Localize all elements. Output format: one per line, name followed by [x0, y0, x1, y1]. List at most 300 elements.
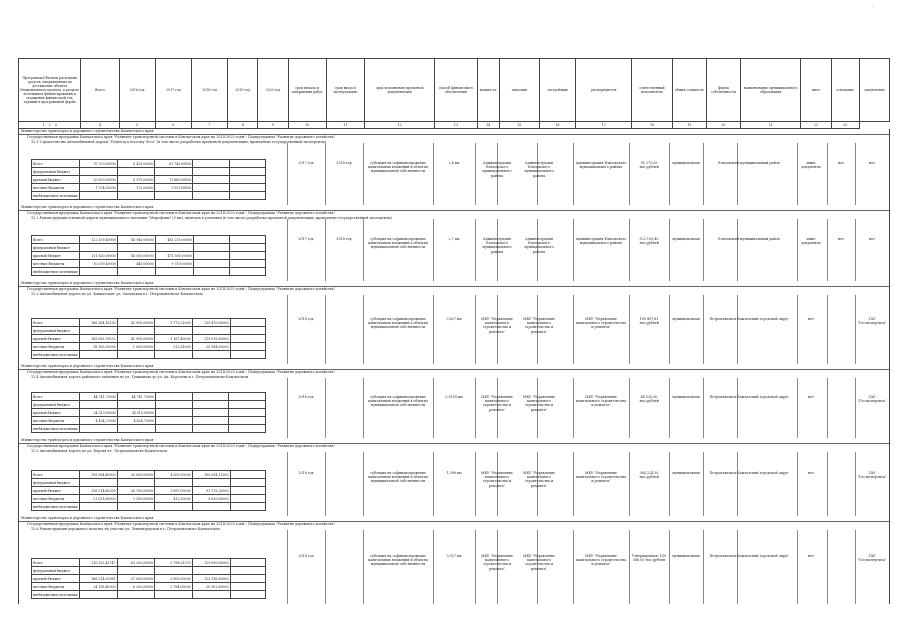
finance-cell: 3 897,00000 — [155, 487, 192, 495]
field-years: 2017 год — [298, 161, 314, 165]
grid-line — [573, 530, 574, 604]
finance-row — [32, 591, 266, 599]
field-distributor: МКУ "Управление капитального строительства и ремонта" — [575, 554, 627, 567]
finance-cell — [155, 268, 193, 276]
finance-row — [32, 343, 266, 351]
finance-cell — [193, 168, 229, 176]
field-cost: 364 224,30 тыс.рублей — [639, 471, 659, 480]
header-number-cell: 20 — [706, 122, 740, 129]
header-table — [18, 58, 890, 129]
finance-row — [32, 425, 266, 433]
finance-cell — [79, 567, 117, 575]
field-distributor: МКУ "Управление капитального строительства и ремонта" — [575, 471, 627, 484]
finance-table — [31, 558, 266, 599]
field-customer: Администрация Елизовского муниципального района — [482, 161, 512, 178]
finance-cell: 138 514,80359 — [79, 487, 117, 495]
program-title: Государственная программа Камчатского края "Развитие транспортной системы в Камчатском крае на 2014-2025 годы", Подпрограмма "Развитие дорожного хозяйства" — [27, 287, 336, 291]
finance-cell — [192, 567, 230, 575]
finance-cell — [230, 591, 266, 599]
header-number-cell: 13 — [435, 122, 477, 129]
finance-row — [32, 471, 266, 479]
finance-row — [32, 176, 266, 184]
finance-cell: 4 434,70000 — [117, 417, 155, 425]
grid-line — [629, 452, 630, 516]
finance-cell: 20 500,00000 — [79, 176, 117, 184]
finance-cell: 2 784,00000 — [155, 583, 192, 591]
object-title: 12.2 Реконструкция основной дороги муниципального значения "Мирофаны" (5 км), включая в усилении (в том числе разработка проектной документации, проведение государственной экспертизы) — [31, 215, 392, 220]
object-block — [18, 205, 890, 281]
finance-cell — [155, 244, 193, 252]
finance-cell — [79, 268, 117, 276]
header-cell: 2017 год — [155, 59, 191, 122]
finance-cell: местные бюджеты — [32, 260, 80, 268]
finance-cell — [192, 425, 229, 433]
finance-cell — [230, 567, 266, 575]
finance-cell: Всего — [32, 471, 80, 479]
finance-cell: местные бюджеты — [32, 495, 80, 503]
section-title: Министерство транспорта и дорожного строительства Камчатского края — [19, 129, 889, 135]
finance-cell: 34 310,00000 — [79, 409, 117, 417]
finance-cell — [193, 192, 229, 200]
finance-cell — [193, 236, 229, 244]
finance-cell: 1 167,40000 — [155, 335, 192, 343]
field-finance: субсидия на софинансирование капитальных вложений в объекты муниципальной собственности — [368, 317, 428, 330]
finance-cell: внебюджетные источники — [33, 269, 78, 274]
field-basis: ГАУ "Госэкспертиза" — [857, 471, 887, 480]
finance-cell — [117, 591, 155, 599]
finance-cell — [117, 244, 155, 252]
field-municipality: Елизовский муниципальный район — [718, 237, 780, 241]
field-capacity: 1,396 км — [446, 471, 462, 475]
finance-cell — [192, 591, 230, 599]
grid-line — [855, 295, 856, 364]
field-ownership: муниципальная — [672, 554, 700, 558]
grid-line — [325, 219, 326, 281]
finance-cell — [229, 393, 266, 401]
grid-line — [629, 295, 630, 364]
finance-cell — [155, 327, 192, 335]
grid-line — [629, 143, 630, 205]
finance-cell: 44 741,70000 — [117, 393, 155, 401]
grid-line — [363, 143, 364, 205]
finance-row — [32, 567, 266, 575]
grid-line — [737, 530, 738, 604]
finance-cell — [155, 591, 192, 599]
finance-cell: внебюджетные источники — [33, 193, 78, 198]
grid-line — [325, 295, 326, 364]
field-distributor: МКУ "Управление капитального строительства и ремонта" — [575, 317, 627, 330]
finance-cell: федеральный бюджет — [32, 244, 80, 252]
finance-cell: 119 019,00000 — [192, 335, 230, 343]
grid-line — [287, 219, 288, 281]
finance-cell — [193, 252, 229, 260]
program-title: Государственная программа Камчатского края "Развитие транспортной системы в Камчатском крае на 2014-2025 годы", Подпрограмма "Развитие дорожного хозяйства" — [27, 522, 336, 526]
grid-line — [797, 530, 798, 604]
grid-line — [703, 530, 704, 604]
finance-cell — [229, 268, 265, 276]
grid-line — [827, 530, 828, 604]
field-cost: 189 497,81 тыс.рублей — [639, 317, 659, 326]
grid-line — [703, 219, 704, 281]
finance-cell — [117, 401, 155, 409]
header-cell: 2020 год — [258, 59, 288, 122]
finance-cell — [230, 583, 266, 591]
object-title: 12.6 Реконструкция дорожного полотна на участке ул. Ленинградская в г. Петропавловске-Камчатском — [31, 526, 220, 531]
finance-cell — [117, 479, 155, 487]
object-title: 12.4 Автомобильная дорога районного значения по ул. Тушканова до ул. Ак. Королева в г. Петропавловске-Камчатском — [31, 374, 249, 379]
finance-cell: 4 309,50000 — [155, 471, 192, 479]
finance-cell: федеральный бюджет — [32, 327, 80, 335]
finance-cell — [193, 268, 229, 276]
finance-cell — [193, 176, 229, 184]
finance-cell — [192, 401, 229, 409]
finance-cell: внебюджетные источники — [33, 504, 78, 509]
header-cell: иное — [801, 59, 831, 122]
grid-line — [363, 452, 364, 516]
finance-cell: 159 584,49000 — [79, 471, 117, 479]
finance-cell — [117, 425, 155, 433]
finance-cell — [229, 401, 266, 409]
grid-line — [475, 219, 476, 281]
grid-line — [573, 219, 574, 281]
finance-row — [32, 327, 266, 335]
field-finance: субсидия на софинансирование капитальных вложений в объекты муниципальной собственности — [368, 471, 428, 484]
finance-row — [32, 401, 266, 409]
finance-cell: краевой бюджет — [32, 335, 80, 343]
finance-cell: Всего — [32, 559, 80, 567]
grid-line — [669, 143, 670, 205]
field-finance: субсидия на софинансирование капитальных вложений в объекты муниципальной собственности — [368, 237, 428, 250]
field-capacity: 2,8 км — [448, 161, 460, 165]
grid-line — [669, 452, 670, 516]
header-cell: 2016 год — [119, 59, 155, 122]
finance-cell: 44 741,70000 — [79, 393, 117, 401]
field-years: 2018 год — [298, 554, 314, 558]
grid-line — [669, 378, 670, 438]
finance-cell: 10 339,40000 — [79, 260, 117, 268]
field-end: 2018 год — [336, 161, 352, 165]
finance-cell: 21 031,69000 — [79, 495, 117, 503]
finance-cell — [193, 184, 229, 192]
header-number: 2 — [48, 123, 51, 127]
finance-cell — [229, 160, 265, 168]
field-cost: Утвержденная: 159 366,00 тыс.рублей — [631, 554, 667, 563]
field-other: иные документы — [801, 161, 821, 170]
finance-cell — [155, 168, 193, 176]
finance-cell — [229, 260, 265, 268]
header-number-cell: 21 — [741, 122, 801, 129]
header-cell: заказчик — [499, 59, 539, 122]
finance-cell — [229, 417, 266, 425]
grid-line — [325, 378, 326, 438]
grid-line — [287, 530, 288, 604]
finance-cell — [193, 244, 229, 252]
finance-cell — [117, 268, 155, 276]
field-ownership: муниципальная — [672, 395, 700, 399]
grid-line — [325, 143, 326, 205]
header-number-cell — [19, 122, 81, 129]
field-basis: ГАУ "Госэкспертиза" — [857, 317, 887, 326]
header-cell: мощность — [477, 59, 499, 122]
finance-row — [32, 244, 266, 252]
finance-cell: 481 219,00000 — [155, 236, 193, 244]
finance-cell: 1 000,00000 — [117, 343, 155, 351]
finance-cell — [79, 401, 117, 409]
header-number-cell: 11 — [326, 122, 364, 129]
finance-cell — [230, 479, 266, 487]
grid-line — [573, 143, 574, 205]
field-cost: 44 520,00 тыс.рублей — [639, 395, 659, 404]
field-conclusion: нет — [838, 161, 844, 165]
grid-line — [703, 143, 704, 205]
finance-cell: Всего — [32, 393, 80, 401]
finance-cell — [155, 192, 193, 200]
finance-cell — [193, 160, 229, 168]
grid-line — [475, 378, 476, 438]
finance-cell: 122 159,40000 — [79, 236, 117, 244]
field-basis: нет — [869, 161, 875, 165]
object-block — [18, 438, 890, 516]
finance-cell — [230, 487, 266, 495]
field-other: нет — [808, 395, 814, 399]
finance-cell — [192, 479, 230, 487]
header-cell: заключение — [859, 59, 889, 122]
header-number-cell: 7 — [191, 122, 227, 129]
finance-cell: федеральный бюджет — [32, 168, 80, 176]
header-cell: Всего — [81, 59, 119, 122]
header-number: 1 — [42, 123, 45, 127]
finance-cell: 471 500,00000 — [155, 252, 193, 260]
grid-line — [703, 378, 704, 438]
grid-line — [669, 295, 670, 364]
finance-cell — [230, 471, 266, 479]
finance-cell: федеральный бюджет — [32, 567, 80, 575]
header-cell: наименование муниципального образования — [741, 59, 801, 122]
finance-cell — [230, 343, 266, 351]
finance-cell — [230, 327, 266, 335]
field-ownership: муниципальная — [672, 317, 700, 321]
finance-cell — [155, 401, 192, 409]
grid-line — [827, 143, 828, 205]
grid-line — [737, 378, 738, 438]
finance-row — [32, 393, 266, 401]
field-years: 2018 год — [298, 471, 314, 475]
object-block — [18, 129, 890, 205]
header-number-cell: 15 — [499, 122, 539, 129]
field-municipality: Петропавловск-Камчатский городской округ — [709, 554, 789, 558]
finance-cell — [79, 591, 117, 599]
grid-line — [797, 143, 798, 205]
finance-cell: 186 184,16130 — [79, 319, 117, 327]
header-number-cell: 22 — [801, 122, 831, 129]
finance-cell: 2 900,00000 — [155, 575, 192, 583]
grid-line — [475, 452, 476, 516]
grid-line — [855, 143, 856, 205]
header-cell: форма собственности — [706, 59, 740, 122]
finance-table — [31, 392, 266, 433]
finance-cell: краевой бюджет — [32, 409, 80, 417]
finance-cell — [117, 567, 155, 575]
finance-cell — [79, 425, 117, 433]
grid-line — [287, 143, 288, 205]
finance-cell: 91 178,20000 — [192, 487, 230, 495]
header-number-cell: 5 — [119, 122, 155, 129]
finance-cell: Всего — [32, 160, 80, 168]
header-number-cell: 12 — [364, 122, 434, 129]
field-distributor: МКУ "Управление капитального строительства и ремонта" — [575, 395, 627, 408]
finance-row — [32, 168, 266, 176]
finance-cell: 18 100,39598 — [79, 343, 117, 351]
grid-line — [669, 530, 670, 604]
finance-cell: внебюджетные источники — [33, 352, 78, 357]
field-municipality: Петропавловск-Камчатский городской округ — [709, 317, 789, 321]
header-number-cell: 16 — [539, 122, 575, 129]
finance-cell — [117, 168, 155, 176]
field-capacity: 0,5109 км — [445, 395, 463, 399]
field-ownership: муниципальная — [672, 471, 700, 475]
finance-row — [32, 503, 266, 511]
grid-line — [703, 452, 704, 516]
finance-cell: 40 940,00000 — [117, 236, 155, 244]
header-cell: Программы/Объекты расходных средств, направленных на достижение объекта Национального проекта, в разрезе источников финансирования и отражения финансовой год, заданий в программной форме — [19, 59, 81, 122]
field-customer: МКУ "Управление капитального строительства и ремонта" — [481, 471, 513, 488]
header-cell: ответственный исполнитель — [632, 59, 672, 122]
finance-cell: Всего — [32, 319, 80, 327]
finance-cell — [192, 327, 230, 335]
finance-cell: 165 083,76532 — [79, 335, 117, 343]
finance-cell — [79, 168, 117, 176]
grid-line — [827, 295, 828, 364]
finance-cell — [155, 503, 192, 511]
object-block — [18, 364, 890, 438]
grid-line — [629, 219, 630, 281]
finance-cell: краевой бюджет — [32, 252, 80, 260]
finance-row — [32, 335, 266, 343]
grid-line — [475, 143, 476, 205]
finance-cell: 5 798,31370 — [155, 559, 192, 567]
page-corner-mark: · — [872, 4, 874, 10]
field-other: нет — [808, 554, 814, 558]
finance-cell: 440,00000 — [117, 260, 155, 268]
finance-cell: 42 900,00000 — [117, 319, 155, 327]
column-number-row — [19, 122, 890, 129]
field-customer: Администрация Елизовского муниципального района — [482, 237, 512, 254]
header-number-cell: 4 — [81, 122, 119, 129]
field-basis: ГАУ "Госэкспертиза" — [857, 554, 887, 563]
finance-row — [32, 184, 266, 192]
field-builder: МКУ "Управление капитального строительства и ремонта" — [523, 471, 555, 488]
finance-cell: краевой бюджет — [32, 176, 80, 184]
grid-line — [433, 219, 434, 281]
field-finance: субсидия на софинансирование капитальных вложений в объекты муниципальной собственности — [368, 395, 428, 408]
finance-row — [32, 583, 266, 591]
finance-cell — [117, 351, 155, 359]
grid-line — [433, 295, 434, 364]
grid-line — [703, 295, 704, 364]
finance-cell: 61 743,00000 — [155, 160, 193, 168]
finance-row — [32, 487, 266, 495]
finance-cell — [192, 417, 229, 425]
header-number-cell: 18 — [632, 122, 672, 129]
program-title: Государственная программа Камчатского края "Развитие транспортной системы в Камчатском крае на 2014-2025 годы", Подпрограмма "Развитие дорожного хозяйства" — [27, 135, 336, 139]
grid-line — [325, 530, 326, 604]
finance-cell — [117, 192, 155, 200]
grid-line — [363, 378, 364, 438]
grid-line — [573, 378, 574, 438]
finance-cell — [79, 327, 117, 335]
program-title: Государственная программа Камчатского края "Развитие транспортной системы в Камчатском крае на 2014-2025 годы", Подпрограмма "Развитие дорожного хозяйства" — [27, 444, 336, 448]
field-municipality: Петропавловск-Камчатский городской округ — [709, 395, 789, 399]
finance-table — [31, 159, 266, 200]
finance-row — [32, 479, 266, 487]
field-customer: МКУ "Управление капитального строительства и ремонта" — [481, 395, 513, 412]
finance-cell — [155, 409, 192, 417]
header-cell: способ финансового обеспечения — [435, 59, 477, 122]
finance-cell: Всего — [32, 236, 80, 244]
header-cell: основание — [831, 59, 859, 122]
field-distributor: Администрация Елизовского муниципального района — [575, 161, 627, 170]
field-years: 2017 год — [298, 237, 314, 241]
grid-line — [287, 452, 288, 516]
finance-row — [32, 575, 266, 583]
finance-cell: 34 310,00000 — [117, 409, 155, 417]
finance-cell — [192, 393, 229, 401]
header-number-cell: 19 — [672, 122, 706, 129]
grid-line — [573, 295, 574, 364]
grid-line — [797, 219, 798, 281]
grid-line — [737, 143, 738, 205]
program-title: Государственная программа Камчатского края "Развитие транспортной системы в Камчатском крае на 2014-2025 годы", Подпрограмма "Развитие дорожного хозяйства" — [27, 211, 336, 215]
field-capacity: 3,627 км — [446, 317, 462, 321]
finance-cell: федеральный бюджет — [32, 401, 80, 409]
section-title: Министерство транспорта и дорожного строительства Камчатского края — [19, 438, 889, 444]
finance-cell — [79, 351, 117, 359]
finance-cell — [117, 503, 155, 511]
field-customer: МКУ "Управление капитального строительства и ремонта" — [481, 317, 513, 334]
finance-cell: 9 719,00000 — [155, 260, 193, 268]
finance-cell: 512,81000 — [155, 343, 192, 351]
header-cell: срок ввода в эксплуатацию — [326, 59, 364, 122]
finance-row — [32, 495, 266, 503]
finance-cell — [230, 351, 266, 359]
grid-line — [855, 530, 856, 604]
field-distributor: Администрация Елизовского муниципального района — [575, 237, 627, 246]
grid-line — [325, 452, 326, 516]
field-other: нет — [808, 471, 814, 475]
finance-cell: 1 724,02000 — [79, 184, 117, 192]
finance-cell — [117, 327, 155, 335]
grid-line — [827, 219, 828, 281]
finance-cell — [155, 351, 192, 359]
section-title: Министерство транспорта и дорожного строительства Камчатского края — [19, 281, 889, 287]
field-basis: ГАУ "Госэкспертиза" — [857, 395, 887, 404]
finance-cell: краевой бюджет — [32, 487, 80, 495]
finance-row — [32, 319, 266, 327]
finance-cell: 100 034,11300 — [192, 471, 230, 479]
finance-table — [31, 318, 266, 359]
grid-line — [433, 378, 434, 438]
section-title: Министерство транспорта и дорожного строительства Камчатского края — [19, 205, 889, 211]
finance-cell: 20 344,00000 — [192, 343, 230, 351]
field-ownership: муниципальная — [672, 161, 700, 165]
header-cell: срок исполнения проектной документации — [364, 59, 434, 122]
grid-line — [433, 530, 434, 604]
finance-cell: 57 000,00000 — [117, 575, 155, 583]
finance-cell — [192, 503, 230, 511]
grid-line — [737, 452, 738, 516]
object-title: 12.5 Автомобильная дорога по ул. Версия в г. Петропавловске-Камчатском — [31, 448, 167, 453]
grid-line — [629, 530, 630, 604]
